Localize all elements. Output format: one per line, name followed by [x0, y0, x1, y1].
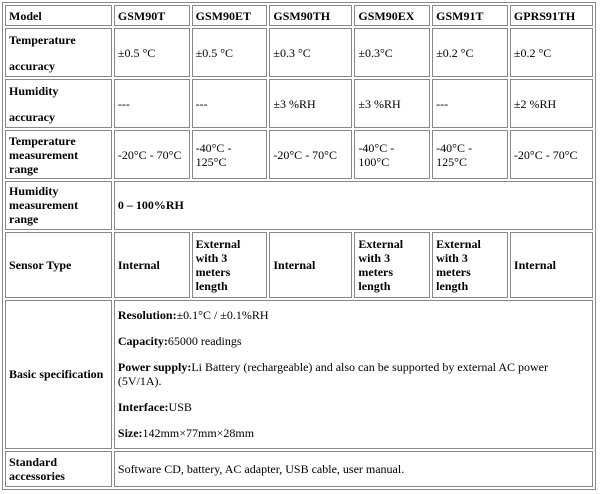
basic-spec-details: [114, 300, 593, 449]
temp-range-value: -40°C - 125°C: [192, 130, 268, 179]
temp-accuracy-label-line1: Temperature: [9, 32, 76, 47]
capacity-value: 65000 readings: [167, 334, 242, 349]
temp-range-value: -20°C - 70°C: [510, 130, 593, 179]
hum-accuracy-value: ---: [432, 79, 508, 128]
hum-range-row: [5, 181, 593, 230]
resolution-value: ±0.1°C / ±0.1%RH: [176, 308, 269, 323]
power-label: Power supply:: [117, 360, 192, 375]
spec-table-container: [2, 2, 596, 490]
hum-accuracy-row: [5, 79, 593, 128]
temp-range-label: Temperature measurement range: [5, 130, 112, 179]
temp-accuracy-value: ±0.2 °C: [432, 28, 508, 77]
hum-accuracy-value: ---: [192, 79, 268, 128]
hum-accuracy-value: ±2 %RH: [510, 79, 593, 128]
temp-accuracy-label-line2: accuracy: [9, 58, 55, 73]
hum-accuracy-label: [5, 79, 112, 128]
interface-label: Interface:: [117, 400, 169, 415]
resolution-line: [118, 308, 589, 322]
sensor-type-value: External with 3 meters length: [192, 232, 268, 298]
temp-range-value: -20°C - 70°C: [114, 130, 190, 179]
model-gsm90th: GSM90TH: [269, 5, 352, 26]
accessories-label: Standard accessories: [5, 451, 112, 487]
temp-range-value: -40°C - 100°C: [354, 130, 430, 179]
interface-line: [118, 400, 589, 414]
temp-range-value: -40°C - 125°C: [432, 130, 508, 179]
model-gprs91th: GPRS91TH: [510, 5, 593, 26]
hum-accuracy-label-line2: accuracy: [9, 109, 55, 124]
sensor-type-label: Sensor Type: [5, 232, 112, 298]
temp-accuracy-value: ±0.3°C: [354, 28, 430, 77]
hum-range-value: 0 – 100%RH: [114, 181, 593, 230]
temp-range-value: -20°C - 70°C: [269, 130, 352, 179]
temp-accuracy-row: [5, 28, 593, 77]
sensor-type-value: Internal: [269, 232, 352, 298]
temp-accuracy-value: ±0.2 °C: [510, 28, 593, 77]
model-gsm91t: GSM91T: [432, 5, 508, 26]
temp-accuracy-label: [5, 28, 112, 77]
temp-accuracy-value: ±0.5 °C: [192, 28, 268, 77]
model-gsm90t: GSM90T: [114, 5, 190, 26]
capacity-label: Capacity:: [117, 334, 168, 349]
sensor-type-value: External with 3 meters length: [432, 232, 508, 298]
model-gsm90ex: GSM90EX: [354, 5, 430, 26]
sensor-type-value: Internal: [114, 232, 190, 298]
power-value: Li Battery (rechargeable) and also can be supported by external AC power (5V/1A).: [117, 360, 548, 389]
model-gsm90et: GSM90ET: [192, 5, 268, 26]
size-value: 142mm×77mm×28mm: [142, 426, 255, 441]
capacity-line: [118, 334, 589, 348]
hum-accuracy-value: ---: [114, 79, 190, 128]
sensor-type-row: [5, 232, 593, 298]
model-header: Model: [5, 5, 112, 26]
hum-range-label: Humidity measurement range: [5, 181, 112, 230]
hum-accuracy-value: ±3 %RH: [269, 79, 352, 128]
size-line: [118, 426, 589, 440]
sensor-type-value: Internal: [510, 232, 593, 298]
hum-accuracy-value: ±3 %RH: [354, 79, 430, 128]
temp-range-row: [5, 130, 593, 179]
resolution-label: Resolution:: [117, 308, 177, 323]
accessories-value: Software CD, battery, AC adapter, USB cable, user manual.: [114, 451, 593, 487]
size-label: Size:: [117, 426, 143, 441]
basic-spec-label: Basic specification: [5, 300, 112, 449]
power-line: [118, 360, 589, 388]
header-row: [5, 5, 593, 26]
temp-accuracy-value: ±0.5 °C: [114, 28, 190, 77]
spec-table: [2, 2, 596, 490]
hum-accuracy-label-line1: Humidity: [9, 83, 59, 98]
basic-spec-row: [5, 300, 593, 449]
sensor-type-value: External with 3 meters length: [354, 232, 430, 298]
interface-value: USB: [168, 400, 192, 415]
temp-accuracy-value: ±0.3 °C: [269, 28, 352, 77]
accessories-row: [5, 451, 593, 487]
